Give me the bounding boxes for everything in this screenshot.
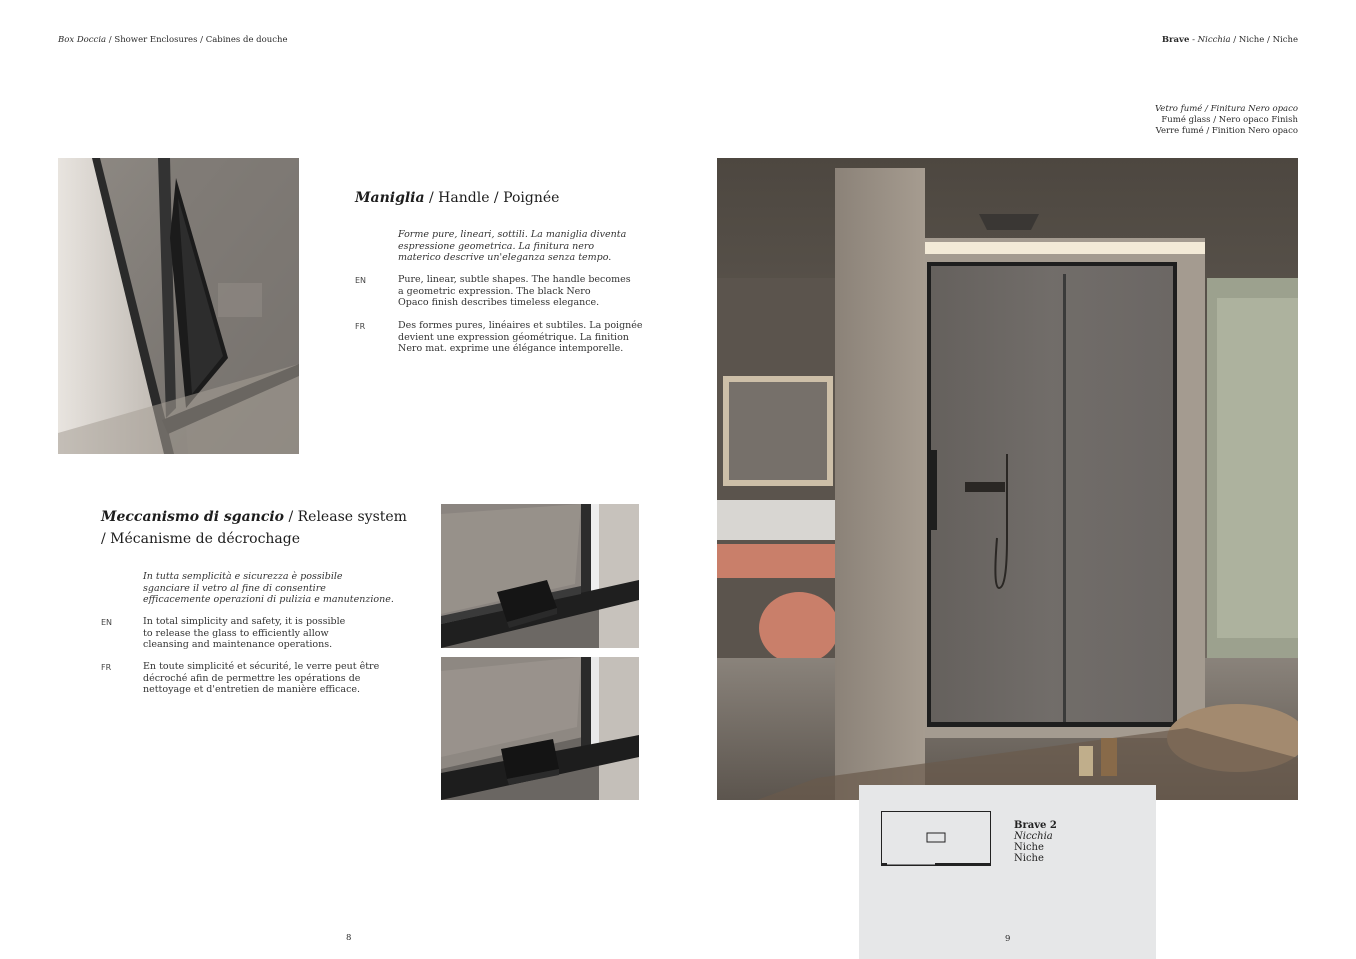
product-type-french: Niche	[1014, 853, 1044, 864]
release-text-italian	[143, 571, 394, 606]
header-type-translations: / Niche / Niche	[1230, 35, 1298, 45]
finish-caption	[1155, 104, 1298, 137]
header-model-name: Brave	[1161, 35, 1190, 45]
finish-caption-english: Fumé glass / Nero opaco Finish	[1161, 115, 1298, 125]
product-info-text	[1014, 820, 1057, 864]
page-number-left: 8	[346, 933, 352, 943]
product-type-italian: Nicchia	[1014, 831, 1053, 842]
release-text-french	[143, 661, 379, 696]
handle-title-translations: / Handle / Poignée	[424, 190, 560, 206]
text-line: En toute simplicité et sécurité, le verre peut être	[143, 661, 380, 672]
text-line: nettoyage et d'entretien de manière efficace.	[143, 684, 361, 695]
release-lang-label-fr: FR	[101, 663, 112, 672]
header-separator: -	[1189, 35, 1198, 45]
handle-title-italian: Maniglia	[355, 190, 425, 206]
product-type-english: Niche	[1014, 842, 1044, 853]
finish-caption-french: Verre fumé / Finition Nero opaco	[1155, 126, 1298, 136]
text-line: décroché afin de permettre les opérations de	[143, 672, 361, 684]
text-line: materico descrive un'eleganza senza tempo.	[398, 252, 612, 263]
handle-section-title	[355, 187, 559, 209]
text-line: Des formes pures, linéaires et subtiles. La poignée	[398, 320, 643, 331]
release-mechanism-photo-top	[441, 504, 639, 648]
release-title-french: / Mécanisme de décrochage	[101, 531, 301, 547]
handle-text-english	[398, 274, 631, 309]
text-line: Opaco finish describes timeless elegance.	[398, 297, 600, 308]
text-line: cleansing and maintenance operations.	[143, 639, 333, 650]
text-line: a geometric expression. The black Nero	[398, 285, 591, 297]
header-breadcrumb-right	[1162, 35, 1298, 46]
niche-floor-plan-diagram	[881, 811, 992, 869]
text-line: In tutta semplicità e sicurezza è possibile	[143, 571, 343, 582]
text-line: sganciare il vetro al fine di consentire	[143, 582, 326, 594]
page-number-right: 9	[1005, 934, 1011, 944]
release-title-english: / Release system	[284, 509, 407, 525]
header-category-translations: / Shower Enclosures / Cabines de douche	[106, 35, 288, 45]
header-breadcrumb-left	[58, 35, 287, 46]
release-section-title	[101, 506, 407, 550]
release-title-italian: Meccanismo di sgancio	[101, 509, 285, 525]
handle-detail-photo	[58, 158, 299, 454]
header-type-italian: Nicchia	[1197, 35, 1231, 45]
product-info-box	[859, 785, 1156, 959]
product-name: Brave 2	[1014, 820, 1057, 831]
release-mechanism-photo-bottom	[441, 657, 639, 800]
release-lang-label-en: EN	[101, 618, 113, 627]
handle-lang-label-en: EN	[355, 276, 367, 285]
text-line: espressione geometrica. La finitura nero	[398, 240, 595, 252]
text-line: Pure, linear, subtle shapes. The handle becomes	[398, 274, 631, 285]
text-line: efficacemente operazioni di pulizia e manutenzione.	[143, 594, 394, 605]
release-text-english	[143, 616, 345, 651]
text-line: Forme pure, lineari, sottili. La maniglia diventa	[398, 229, 627, 240]
text-line: devient une expression géométrique. La finition	[398, 331, 629, 343]
header-category-italian: Box Doccia	[58, 35, 107, 45]
text-line: In total simplicity and safety, it is possible	[143, 616, 346, 627]
handle-text-italian	[398, 229, 626, 264]
shower-enclosure-photo	[717, 158, 1298, 800]
handle-lang-label-fr: FR	[355, 322, 366, 331]
text-line: to release the glass to efficiently allow	[143, 627, 329, 639]
finish-caption-italian: Vetro fumé / Finitura Nero opaco	[1154, 104, 1298, 114]
handle-text-french	[398, 320, 643, 355]
text-line: Nero mat. exprime une élégance intemporelle.	[398, 343, 624, 354]
